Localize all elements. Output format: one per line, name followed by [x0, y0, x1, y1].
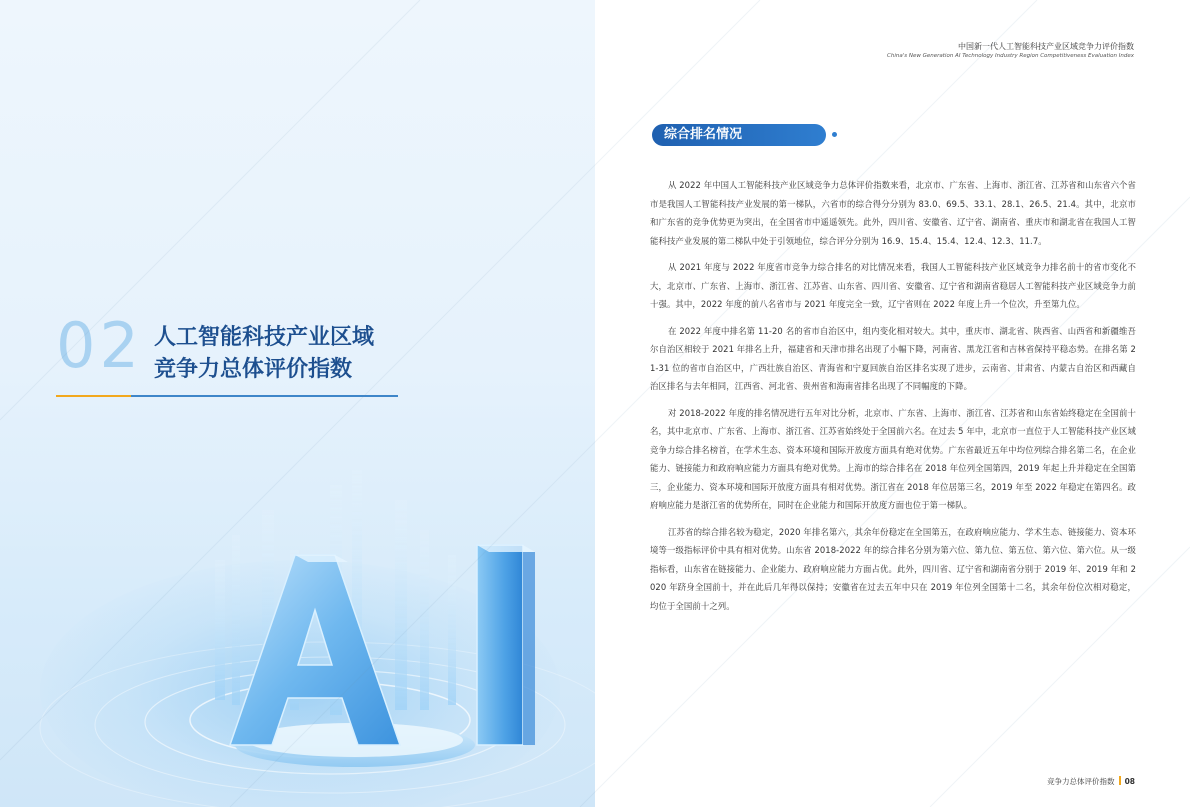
chapter-title-line1: 人工智能科技产业区域 [154, 325, 375, 350]
paragraph-4: 对 2018-2022 年度的排名情况进行五年对比分析，北京市、广东省、上海市、浙江省、江苏省和山东省始终稳定在全国前十名，其中北京市、广东省、上海市、浙江省、江苏省始终处于全国前六名。在过去 5 年中，北京市一直位于人工智能科技产业区域竞争力综合排名榜首，在学术生态、资本环境和国际开放度方面具有绝对优势。广东省最近五年中均位列综合排名第二名，在企业能力、链接能力和政府响应能力方面具有绝对优势。上海市的综合排名在 2018 年位列全国第四，2019 年起上升并稳定在全国第三，企业能力、资本环境和国际开放度方面具有相对优势。浙江省在 2018 年位居第三名，2019 年至 2022 年稳定在第四名。政府响应能力是浙江省的优势所在，同时在企业能力和国际开放度方面也位于第一梯队。 [650, 407, 1136, 510]
paragraph-1: 从 2022 年中国人工智能科技产业区域竞争力总体评价指数来看，北京市、广东省、上海市、浙江省、江苏省和山东省六个省市是我国人工智能科技产业发展的第一梯队，六省市的综合得分分别为 83.0、69.5、33.1、28.1、26.5、21.4。其中，北京市和广东省的竞争优势更为突出，在全国省市中遥遥领先。此外，四川省、安徽省、辽宁省、湖南省、重庆市和湖北省在我国人工智能科技产业发展的第二梯队中处于引领地位，综合评分分别为 16.9、15.4、15.4、12.4、12.3、11.7。 [650, 180, 1136, 246]
section-title-dot [832, 132, 837, 137]
footer-separator [1119, 776, 1121, 785]
running-head-en: China's New Generation AI Technology Industry Region Competitiveness Evaluation Index [887, 53, 1134, 59]
page-footer [1047, 776, 1135, 787]
right-page [595, 0, 1190, 807]
ai-letter-i [477, 545, 535, 745]
chapter-heading [56, 309, 396, 398]
page-number: 08 [1124, 777, 1135, 786]
footer-label: 竞争力总体评价指数 [1047, 777, 1115, 786]
body-text [650, 176, 1136, 623]
running-head [887, 41, 1134, 60]
running-head-cn: 中国新一代人工智能科技产业区域竞争力评价指数 [958, 42, 1134, 51]
ai-illustration [0, 440, 595, 807]
paragraph-5: 江苏省的综合排名较为稳定，2020 年排名第六，其余年份稳定在全国第五，在政府响应能力、学术生态、链接能力、资本环境等一级指标评价中具有相对优势。山东省 2018-2022 年的综合排名分别为第六位、第九位、第五位、第六位、第六位。从一级指标看，山东省在链接能力、企业能力、政府响应能力方面占优。此外，四川省、辽宁省和湖南省分别于 2019 年、2019 年和 2020 年跻身全国前十，并在此后几年得以保持；安徽省在过去五年中只在 2019 年位列全国第十二名，其余年份位次相对稳定，均位于全国前十之列。 [650, 526, 1136, 611]
ai-letter-a [230, 555, 400, 745]
chapter-number: 02 [56, 309, 143, 382]
paragraph-3: 在 2022 年度中排名第 11-20 名的省市自治区中，组内变化相对较大。其中，重庆市、湖北省、陕西省、山西省和新疆维吾尔自治区相较于 2021 年排名上升，福建省和天津市排名出现了小幅下降，河南省、黑龙江省和吉林省保持平稳态势。在排名第 21-31 位的省市自治区中，广西壮族自治区、青海省和宁夏回族自治区排名实现了进步，云南省、甘肃省、内蒙古自治区和西藏自治区排名与去年相同，江西省、河北省、贵州省和海南省排名出现了不同幅度的下降。 [650, 325, 1136, 391]
section-title: 综合排名情况 [652, 124, 826, 146]
paragraph-2: 从 2021 年度与 2022 年度省市竞争力综合排名的对比情况来看，我国人工智能科技产业区域竞争力排名前十的省市变化不大，北京市、广东省、上海市、浙江省、江苏省、山东省、四川省、安徽省、辽宁省和湖南省稳居人工智能科技产业区域竞争力前十强。其中，2022 年度的前八名省市与 2021 年度完全一致，辽宁省则在 2022 年度上升一个位次，升至第九位。 [650, 262, 1136, 309]
chapter-title-line2: 竞争力总体评价指数 [154, 357, 353, 382]
chapter-underline [56, 395, 398, 397]
